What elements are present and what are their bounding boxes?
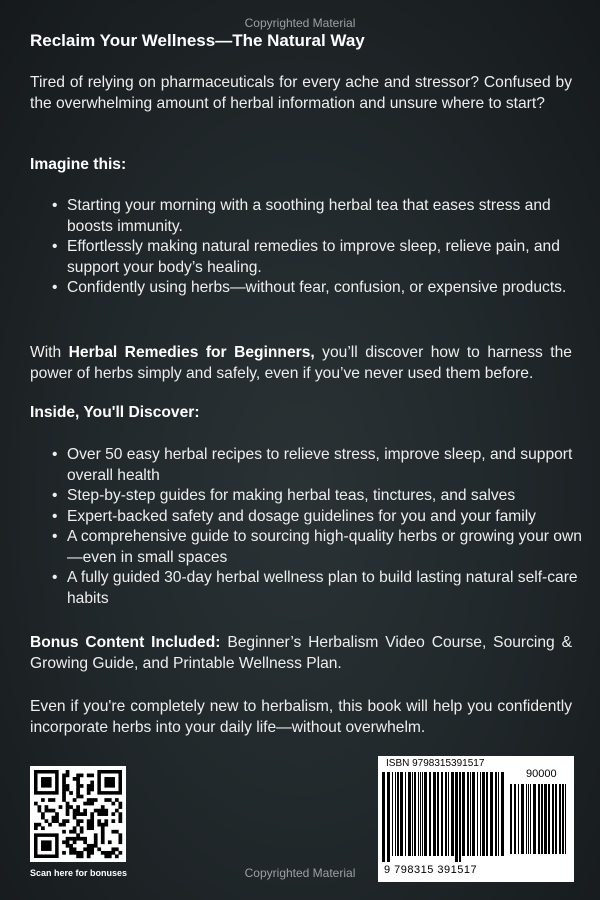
qr-code[interactable] bbox=[30, 766, 126, 862]
imagine-list bbox=[52, 196, 582, 299]
list-item: • Step-by-step guides for making herbal teas, tinctures, and salves bbox=[52, 486, 582, 507]
intro-paragraph: Tired of relying on pharmaceuticals for every ache and stressor? Confused by the overwhelming amount of herbal information and unsure where to start? bbox=[30, 74, 572, 112]
qr-caption: Scan here for bonuses bbox=[30, 868, 128, 878]
list-item: • Starting your morning with a soothing herbal tea that eases stress and boosts immunity. bbox=[52, 196, 582, 237]
watermark-top: Copyrighted Material bbox=[244, 16, 356, 30]
with-prefix: With bbox=[30, 344, 69, 361]
list-item: • Confidently using herbs—without fear, confusion, or expensive products. bbox=[52, 278, 582, 299]
book-title-bold: Herbal Remedies for Beginners, bbox=[68, 344, 315, 361]
price-code: 90000 bbox=[526, 768, 557, 780]
book-tagline: Reclaim Your Wellness—The Natural Way bbox=[30, 31, 365, 50]
bonus-paragraph bbox=[30, 632, 572, 674]
qr-code-graphic bbox=[30, 766, 126, 862]
bonus-label: Bonus Content Included: bbox=[30, 634, 221, 651]
ean-bars bbox=[382, 772, 506, 862]
addon-bars bbox=[510, 784, 568, 860]
list-item: • A fully guided 30-day herbal wellness plan to build lasting natural self-care habits bbox=[52, 568, 582, 609]
inside-heading: Inside, You'll Discover: bbox=[30, 404, 200, 421]
list-item: • A comprehensive guide to sourcing high-quality herbs or growing your own—even in small spaces bbox=[52, 527, 582, 568]
list-item: • Expert-backed safety and dosage guidelines for you and your family bbox=[52, 507, 582, 528]
list-item: • Effortlessly making natural remedies to improve sleep, relieve pain, and support your body’s healing. bbox=[52, 237, 582, 278]
watermark-bottom: Copyrighted Material bbox=[244, 866, 356, 880]
isbn-label: ISBN 9798315391517 bbox=[386, 758, 485, 769]
list-item: • Over 50 easy herbal recipes to relieve stress, improve sleep, and support overall health bbox=[52, 445, 582, 486]
inside-list bbox=[52, 445, 582, 609]
imagine-heading: Imagine this: bbox=[30, 156, 127, 173]
with-paragraph bbox=[30, 342, 572, 384]
with-suffix: you’ll discover how to harness the power of herbs simply and safely, even if you’ve never used them before. bbox=[30, 344, 572, 382]
closing-paragraph: Even if you're completely new to herbalism, this book will help you confidently incorporate herbs into your daily life—without overwhelm. bbox=[30, 698, 572, 736]
bonus-text: Beginner’s Herbalism Video Course, Sourcing & Growing Guide, and Printable Wellness Plan. bbox=[30, 634, 572, 672]
isbn-digits: 9 798315 391517 bbox=[384, 864, 478, 876]
isbn-barcode bbox=[378, 756, 574, 882]
